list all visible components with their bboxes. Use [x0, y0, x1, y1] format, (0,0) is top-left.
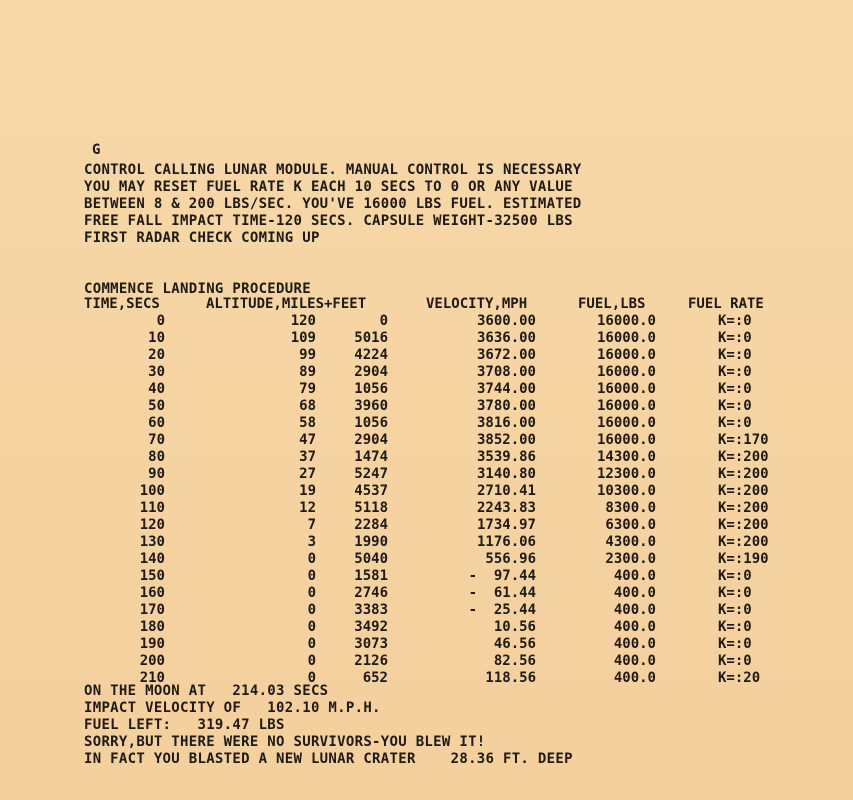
cell-velocity: 3816.00 [476, 415, 536, 431]
cell-miles: 0 [307, 585, 316, 601]
cell-feet: 1990 [354, 534, 388, 550]
cell-fuel-rate: K=:0 [718, 364, 752, 380]
table-row [0, 381, 853, 398]
cell-miles: 0 [307, 670, 316, 686]
cell-feet: 5040 [354, 551, 388, 567]
cell-time: 100 [139, 483, 165, 499]
summary-result: SORRY,BUT THERE WERE NO SURVIVORS-YOU BLEW IT! [84, 734, 486, 750]
cell-fuel: 12300.0 [596, 466, 656, 482]
intro-line: FIRST RADAR CHECK COMING UP [84, 230, 320, 246]
cell-fuel-rate: K=:0 [718, 398, 752, 414]
header-fuel-rate: FUEL RATE [688, 296, 764, 312]
cell-fuel-rate: K=:20 [718, 670, 761, 686]
cell-miles: 99 [299, 347, 316, 363]
cell-velocity: 556.96 [485, 551, 536, 567]
table-row [0, 568, 853, 585]
cell-feet: 5118 [354, 500, 388, 516]
cell-feet: 5247 [354, 466, 388, 482]
header-time: TIME,SECS [84, 296, 160, 312]
cell-velocity: - 25.44 [468, 602, 536, 618]
table-row [0, 466, 853, 483]
intro-line: CONTROL CALLING LUNAR MODULE. MANUAL CONTROL IS NECESSARY [84, 162, 582, 178]
cell-fuel: 16000.0 [596, 415, 656, 431]
cell-fuel-rate: K=:200 [718, 483, 769, 499]
table-row [0, 517, 853, 534]
cell-fuel: 16000.0 [596, 347, 656, 363]
cell-velocity: 3780.00 [476, 398, 536, 414]
cell-fuel: 16000.0 [596, 364, 656, 380]
table-row [0, 619, 853, 636]
cell-time: 30 [148, 364, 165, 380]
cell-time: 60 [148, 415, 165, 431]
cell-fuel: 14300.0 [596, 449, 656, 465]
cell-fuel: 400.0 [613, 636, 656, 652]
cell-velocity: 3744.00 [476, 381, 536, 397]
cell-time: 80 [148, 449, 165, 465]
cell-time: 200 [139, 653, 165, 669]
cell-velocity: 3636.00 [476, 330, 536, 346]
cell-time: 190 [139, 636, 165, 652]
cell-time: 70 [148, 432, 165, 448]
cell-time: 40 [148, 381, 165, 397]
cell-feet: 1474 [354, 449, 388, 465]
cell-fuel: 2300.0 [605, 551, 656, 567]
table-row [0, 432, 853, 449]
cell-velocity: - 97.44 [468, 568, 536, 584]
cell-feet: 2126 [354, 653, 388, 669]
cell-time: 0 [156, 313, 165, 329]
cell-fuel: 16000.0 [596, 381, 656, 397]
table-row [0, 636, 853, 653]
cell-fuel: 4300.0 [605, 534, 656, 550]
cell-miles: 0 [307, 551, 316, 567]
cell-fuel-rate: K=:0 [718, 568, 752, 584]
intro-line: FREE FALL IMPACT TIME-120 SECS. CAPSULE WEIGHT-32500 LBS [84, 213, 573, 229]
cell-time: 180 [139, 619, 165, 635]
cell-miles: 120 [290, 313, 316, 329]
cell-fuel-rate: K=:0 [718, 313, 752, 329]
table-row [0, 313, 853, 330]
cell-miles: 0 [307, 619, 316, 635]
cell-fuel: 400.0 [613, 568, 656, 584]
cell-velocity: 118.56 [485, 670, 536, 686]
cell-fuel: 6300.0 [605, 517, 656, 533]
cell-fuel: 16000.0 [596, 313, 656, 329]
cell-velocity: 10.56 [493, 619, 536, 635]
cell-velocity: 3140.80 [476, 466, 536, 482]
cell-feet: 4537 [354, 483, 388, 499]
cell-miles: 109 [290, 330, 316, 346]
cell-fuel-rate: K=:200 [718, 466, 769, 482]
input-prompt: G [92, 142, 101, 158]
cell-miles: 0 [307, 653, 316, 669]
cell-feet: 0 [379, 313, 388, 329]
cell-time: 50 [148, 398, 165, 414]
cell-miles: 0 [307, 602, 316, 618]
cell-time: 140 [139, 551, 165, 567]
cell-feet: 1056 [354, 415, 388, 431]
cell-feet: 2904 [354, 364, 388, 380]
header-fuel: FUEL,LBS [578, 296, 646, 312]
cell-feet: 2904 [354, 432, 388, 448]
table-row [0, 534, 853, 551]
cell-velocity: 46.56 [493, 636, 536, 652]
cell-fuel: 16000.0 [596, 398, 656, 414]
cell-velocity: 1734.97 [476, 517, 536, 533]
cell-fuel: 400.0 [613, 602, 656, 618]
cell-velocity: 3852.00 [476, 432, 536, 448]
cell-time: 10 [148, 330, 165, 346]
cell-miles: 0 [307, 568, 316, 584]
table-row [0, 347, 853, 364]
cell-feet: 1056 [354, 381, 388, 397]
cell-feet: 2284 [354, 517, 388, 533]
cell-time: 110 [139, 500, 165, 516]
header-velocity: VELOCITY,MPH [426, 296, 528, 312]
table-row [0, 364, 853, 381]
cell-time: 130 [139, 534, 165, 550]
cell-fuel: 400.0 [613, 670, 656, 686]
cell-miles: 79 [299, 381, 316, 397]
cell-fuel-rate: K=:200 [718, 534, 769, 550]
cell-velocity: 3672.00 [476, 347, 536, 363]
commence-heading: COMMENCE LANDING PROCEDURE [84, 281, 311, 297]
table-row [0, 551, 853, 568]
cell-fuel-rate: K=:0 [718, 330, 752, 346]
cell-time: 150 [139, 568, 165, 584]
cell-miles: 58 [299, 415, 316, 431]
table-row [0, 330, 853, 347]
cell-fuel: 400.0 [613, 619, 656, 635]
cell-fuel-rate: K=:190 [718, 551, 769, 567]
summary-crater: IN FACT YOU BLASTED A NEW LUNAR CRATER 28.36 FT. DEEP [84, 751, 573, 767]
table-row [0, 449, 853, 466]
cell-fuel-rate: K=:0 [718, 347, 752, 363]
cell-feet: 3073 [354, 636, 388, 652]
cell-fuel-rate: K=:0 [718, 636, 752, 652]
cell-fuel-rate: K=:0 [718, 653, 752, 669]
cell-fuel-rate: K=:0 [718, 602, 752, 618]
cell-miles: 7 [307, 517, 316, 533]
cell-velocity: - 61.44 [468, 585, 536, 601]
cell-velocity: 3539.86 [476, 449, 536, 465]
cell-fuel-rate: K=:200 [718, 517, 769, 533]
cell-fuel: 10300.0 [596, 483, 656, 499]
cell-fuel-rate: K=:0 [718, 415, 752, 431]
cell-time: 120 [139, 517, 165, 533]
cell-feet: 3383 [354, 602, 388, 618]
cell-feet: 2746 [354, 585, 388, 601]
cell-velocity: 2243.83 [476, 500, 536, 516]
summary-fuel-left: FUEL LEFT: 319.47 LBS [84, 717, 285, 733]
cell-miles: 12 [299, 500, 316, 516]
cell-fuel-rate: K=:0 [718, 381, 752, 397]
table-row [0, 398, 853, 415]
cell-time: 170 [139, 602, 165, 618]
cell-feet: 652 [362, 670, 388, 686]
cell-velocity: 1176.06 [476, 534, 536, 550]
cell-fuel-rate: K=:170 [718, 432, 769, 448]
cell-miles: 3 [307, 534, 316, 550]
cell-fuel: 8300.0 [605, 500, 656, 516]
cell-feet: 4224 [354, 347, 388, 363]
cell-fuel-rate: K=:200 [718, 500, 769, 516]
cell-miles: 89 [299, 364, 316, 380]
intro-line: YOU MAY RESET FUEL RATE K EACH 10 SECS TO 0 OR ANY VALUE [84, 179, 573, 195]
table-row [0, 483, 853, 500]
cell-fuel: 400.0 [613, 653, 656, 669]
intro-line: BETWEEN 8 & 200 LBS/SEC. YOU'VE 16000 LBS FUEL. ESTIMATED [84, 196, 582, 212]
cell-feet: 5016 [354, 330, 388, 346]
cell-velocity: 82.56 [493, 653, 536, 669]
cell-time: 90 [148, 466, 165, 482]
cell-fuel-rate: K=:0 [718, 585, 752, 601]
cell-feet: 3492 [354, 619, 388, 635]
summary-landing-time: ON THE MOON AT 214.03 SECS [84, 683, 329, 699]
cell-velocity: 2710.41 [476, 483, 536, 499]
cell-fuel: 400.0 [613, 585, 656, 601]
cell-miles: 47 [299, 432, 316, 448]
cell-fuel: 16000.0 [596, 330, 656, 346]
cell-time: 160 [139, 585, 165, 601]
cell-miles: 37 [299, 449, 316, 465]
cell-time: 210 [139, 670, 165, 686]
table-row [0, 585, 853, 602]
cell-feet: 1581 [354, 568, 388, 584]
cell-velocity: 3600.00 [476, 313, 536, 329]
cell-time: 20 [148, 347, 165, 363]
header-altitude: ALTITUDE,MILES+FEET [206, 296, 367, 312]
table-row [0, 415, 853, 432]
summary-impact-velocity: IMPACT VELOCITY OF 102.10 M.P.H. [84, 700, 381, 716]
cell-velocity: 3708.00 [476, 364, 536, 380]
cell-miles: 27 [299, 466, 316, 482]
cell-miles: 68 [299, 398, 316, 414]
cell-fuel: 16000.0 [596, 432, 656, 448]
cell-feet: 3960 [354, 398, 388, 414]
cell-fuel-rate: K=:0 [718, 619, 752, 635]
table-row [0, 653, 853, 670]
cell-miles: 19 [299, 483, 316, 499]
cell-miles: 0 [307, 636, 316, 652]
table-row [0, 500, 853, 517]
cell-fuel-rate: K=:200 [718, 449, 769, 465]
table-row [0, 602, 853, 619]
